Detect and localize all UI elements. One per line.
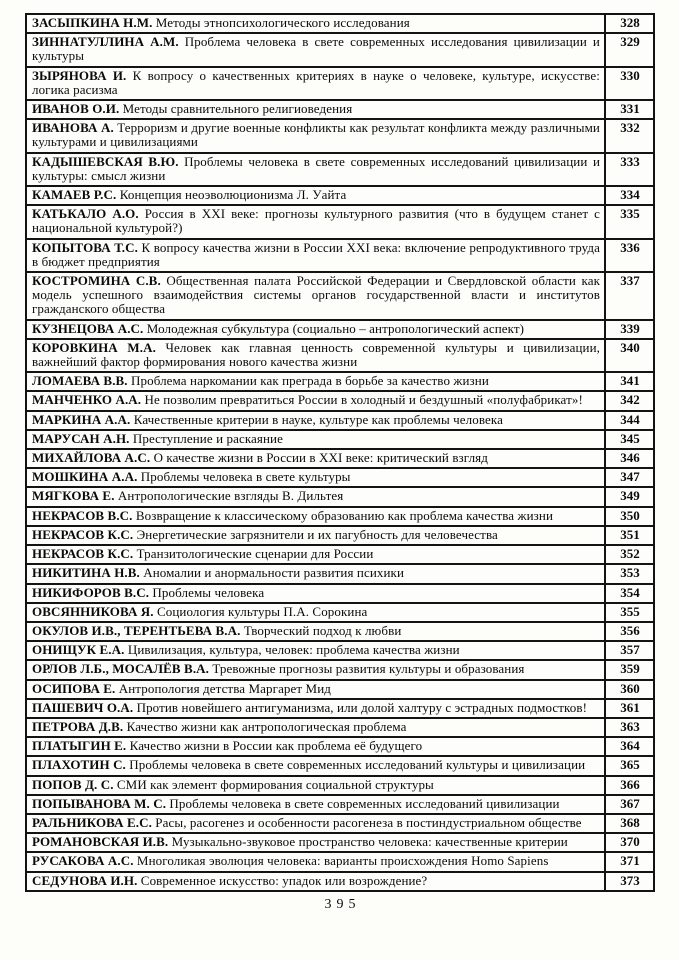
entry-title: Общественная палата Российской Федерации и Свердловской области как модель успешного взаимодействия системы органов государственной власти и институтов гражданского общества [32,273,600,317]
table-row [26,814,654,833]
entry-page: 360 [605,680,654,699]
toc-body [26,14,654,891]
table-row [26,833,654,852]
entry-title: Проблема наркомании как преграда в борьбе за качество жизни [131,373,489,389]
entry-title: Транзитологические сценарии для России [136,546,374,562]
entry-author: РУСАКОВА А.С. [32,853,137,869]
entry-title: Проблемы человека в свете культуры [140,469,351,485]
entry-title: Тревожные прогнозы развития культуры и образования [212,661,525,677]
entry-author: МИХАЙЛОВА А.С. [32,450,154,466]
entry-cell [26,449,605,468]
entry-author: НЕКРАСОВ К.С. [32,546,137,562]
table-row [26,699,654,718]
entry-author: МОШКИНА А.А. [32,469,141,485]
table-row [26,391,654,410]
entry-cell [26,526,605,545]
entry-cell [26,584,605,603]
entry-page: 346 [605,449,654,468]
entry-title: К вопросу качества жизни в России XXI века: включение репродуктивного труда в бюджет предприятия [32,239,600,269]
table-row [26,411,654,430]
table-row [26,718,654,737]
entry-page: 370 [605,833,654,852]
entry-title: Расы, расогенез и особенности расогенеза в постиндустриальном обществе [155,814,582,830]
entry-page: 336 [605,239,654,272]
table-row [26,641,654,660]
entry-title: Молодежная субкультура (социально – антропологический аспект) [146,320,525,336]
table-row [26,468,654,487]
entry-page: 334 [605,186,654,205]
table-row [26,507,654,526]
table-row [26,205,654,238]
entry-author: РАЛЬНИКОВА Е.С. [32,814,156,830]
table-row [26,526,654,545]
entry-cell [26,795,605,814]
entry-cell [26,153,605,186]
entry-page: 357 [605,641,654,660]
entry-author: МАРУСАН А.Н. [32,430,133,446]
entry-cell [26,603,605,622]
table-row [26,545,654,564]
table-row [26,372,654,391]
entry-page: 355 [605,603,654,622]
entry-cell [26,680,605,699]
entry-cell [26,320,605,339]
entry-author: МАРКИНА А.А. [32,411,134,427]
entry-author: ОВСЯННИКОВА Я. [32,603,157,619]
entry-author: НИКИФОРОВ В.С. [32,584,153,600]
table-row [26,67,654,100]
entry-title: Антропология детства Маргарет Мид [118,680,331,696]
entry-author: ЛОМАЕВА В.В. [32,373,132,389]
entry-title: Качественные критерии в науке, культуре как проблемы человека [133,411,503,427]
entry-cell [26,622,605,641]
entry-page: 365 [605,756,654,775]
entry-author: ИВАНОВА А. [32,120,118,136]
entry-author: ЗАСЫПКИНА Н.М. [32,15,156,30]
entry-cell [26,239,605,272]
entry-cell [26,100,605,119]
entry-title: Терроризм и другие военные конфликты как результат конфликта между различными культурами и цивилизациями [32,120,600,150]
entry-page: 337 [605,272,654,320]
entry-page: 328 [605,14,654,33]
entry-title: Проблемы человека [152,584,265,600]
entry-cell [26,391,605,410]
entry-page: 367 [605,795,654,814]
entry-page: 352 [605,545,654,564]
entry-page: 331 [605,100,654,119]
entry-title: Качество жизни в России как проблема её будущего [129,738,423,754]
entry-author: НЕКРАСОВ В.С. [32,507,136,523]
entry-author: ПЕТРОВА Д.В. [32,718,127,734]
entry-title: Антропологические взгляды В. Дильтея [117,488,344,504]
entry-cell [26,833,605,852]
table-row [26,756,654,775]
entry-author: НИКИТИНА Н.В. [32,565,144,581]
entry-title: Творческий подход к любви [243,622,402,638]
entry-author: ПЛАТЫГИН Е. [32,738,130,754]
entry-cell [26,660,605,679]
table-row [26,680,654,699]
entry-author: МАНЧЕНКО А.А. [32,392,145,408]
entry-title: Энергетические загрязнители и их пагубность для человечества [136,526,498,542]
entry-author: КОСТРОМИНА С.В. [32,273,167,289]
table-row [26,119,654,152]
entry-page: 368 [605,814,654,833]
entry-title: Преступление и раскаяние [132,430,283,446]
entry-cell [26,872,605,891]
entry-cell [26,372,605,391]
entry-cell [26,776,605,795]
entry-cell [26,339,605,372]
table-row [26,339,654,372]
entry-page: 330 [605,67,654,100]
entry-title: Россия в XXI веке: прогнозы культурного развития (что в будущем станет с национальной культурой?) [32,206,601,236]
entry-author: ОНИЩУК Е.А. [32,642,128,658]
table-row [26,487,654,506]
entry-title: О качестве жизни в России в XXI веке: критический взгляд [153,450,488,466]
entry-page: 329 [605,33,654,66]
entry-author: ПОПОВ Д. С. [32,776,117,792]
table-row [26,872,654,891]
entry-page: 366 [605,776,654,795]
table-row [26,660,654,679]
entry-author: КАТЬКАЛО А.О. [32,206,145,222]
entry-cell [26,814,605,833]
entry-page: 371 [605,852,654,871]
entry-title: Человек как главная ценность современной культуры и цивилизации, важнейший фактор формирования нового качества жизни [32,339,600,370]
entry-page: 342 [605,391,654,410]
table-row [26,776,654,795]
entry-cell [26,852,605,871]
entry-author: НЕКРАСОВ К.С. [32,526,137,542]
entry-page: 354 [605,584,654,603]
entry-page: 349 [605,487,654,506]
entry-author: МЯГКОВА Е. [32,488,118,504]
entry-author: ОРЛОВ Л.Б., МОСАЛЁВ В.А. [32,661,213,677]
entry-page: 344 [605,411,654,430]
entry-page: 363 [605,718,654,737]
entry-title: Современное искусство: упадок или возрождение? [140,872,428,888]
entry-author: ИВАНОВ О.И. [32,101,123,117]
entry-author: КАМАЕВ Р.С. [32,187,120,203]
entry-title: Проблемы человека в свете современных исследований культуры и цивилизации [129,757,586,773]
entry-page: 361 [605,699,654,718]
entry-title: Проблема человека в свете современных исследования цивилизации и культуры [32,34,600,64]
entry-cell [26,430,605,449]
entry-title: Проблемы человека в свете современных исследований цивилизации и культуры: смысл жизни [32,153,600,183]
entry-page: 353 [605,564,654,583]
entry-page: 373 [605,872,654,891]
entry-cell [26,205,605,238]
entry-author: ОСИПОВА Е. [32,680,119,696]
entry-page: 347 [605,468,654,487]
entry-title: Аномалии и анормальности развития психики [143,565,405,581]
entry-author: ПАШЕВИЧ О.А. [32,699,137,715]
table-row [26,852,654,871]
table-row [26,33,654,66]
entry-cell [26,699,605,718]
entry-cell [26,186,605,205]
entry-title: Возвращение к классическому образованию как проблема качества жизни [135,507,554,523]
entry-cell [26,468,605,487]
table-row [26,100,654,119]
entry-author: ПОПЫВАНОВА М. С. [32,795,170,811]
entry-title: Многоликая эволюция человека: варианты происхождения Homo Sapiens [136,853,549,869]
table-row [26,737,654,756]
table-row [26,584,654,603]
entry-page: 345 [605,430,654,449]
entry-title: СМИ как элемент формирования социальной структуры [116,776,434,792]
entry-title: Против новейшего антигуманизма, или долой халтуру с эстрадных подмостков! [136,699,588,715]
entry-cell [26,545,605,564]
entry-title: Концепция неоэволюционизма Л. Уайта [119,187,347,203]
entry-title: Социология культуры П.А. Сорокина [157,603,368,619]
table-row [26,564,654,583]
entry-author: ОКУЛОВ И.В., ТЕРЕНТЬЕВА В.А. [32,622,244,638]
entry-author: ПЛАХОТИН С. [32,757,130,773]
table-row [26,603,654,622]
entry-cell [26,411,605,430]
entry-page: 364 [605,737,654,756]
entry-author: СЕДУНОВА И.Н. [32,872,141,888]
table-row [26,239,654,272]
entry-page: 332 [605,119,654,152]
entry-author: КАДЫШЕВСКАЯ В.Ю. [32,153,185,169]
entry-author: КОПЫТОВА Т.С. [32,239,142,255]
entry-cell [26,14,605,33]
entry-title: Методы этнопсихологического исследования [155,15,410,30]
entry-author: КОРОВКИНА М.А. [32,339,166,355]
table-row [26,320,654,339]
entry-page: 335 [605,205,654,238]
entry-page: 359 [605,660,654,679]
entry-author: ЗИННАТУЛЛИНА А.М. [32,34,185,50]
entry-title: Качество жизни как антропологическая проблема [126,718,407,734]
entry-page: 333 [605,153,654,186]
entry-page: 351 [605,526,654,545]
table-row [26,622,654,641]
entry-page: 340 [605,339,654,372]
entry-cell [26,272,605,320]
entry-cell [26,737,605,756]
entry-cell [26,718,605,737]
entry-title: Методы сравнительного религиоведения [122,101,353,117]
entry-cell [26,119,605,152]
entry-page: 339 [605,320,654,339]
table-row [26,14,654,33]
entry-title: Музыкально-звуковое пространство человека: качественные критерии [171,834,568,850]
entry-cell [26,67,605,100]
entry-author: КУЗНЕЦОВА А.С. [32,320,147,336]
table-row [26,272,654,320]
toc-table [25,13,655,892]
entry-page: 356 [605,622,654,641]
entry-page: 350 [605,507,654,526]
entry-cell [26,641,605,660]
entry-page: 341 [605,372,654,391]
table-row [26,795,654,814]
page-number: 395 [324,896,361,912]
entry-cell [26,507,605,526]
entry-cell [26,487,605,506]
table-row [26,430,654,449]
entry-title: Цивилизация, культура, человек: проблема качества жизни [127,642,460,658]
entry-author: ЗЫРЯНОВА И. [32,67,133,83]
entry-cell [26,564,605,583]
entry-title: Проблемы человека в свете современных исследований цивилизации [169,795,560,811]
entry-cell [26,756,605,775]
table-row [26,186,654,205]
table-row [26,449,654,468]
entry-cell [26,33,605,66]
entry-title: К вопросу о качественных критериях в науке о человеке, культуре, искусстве: логика расизма [32,67,600,97]
table-row [26,153,654,186]
entry-author: РОМАНОВСКАЯ И.В. [32,834,172,850]
entry-title: Не позволим превратиться России в холодный и бездушный «полуфабрикат»! [144,392,583,408]
